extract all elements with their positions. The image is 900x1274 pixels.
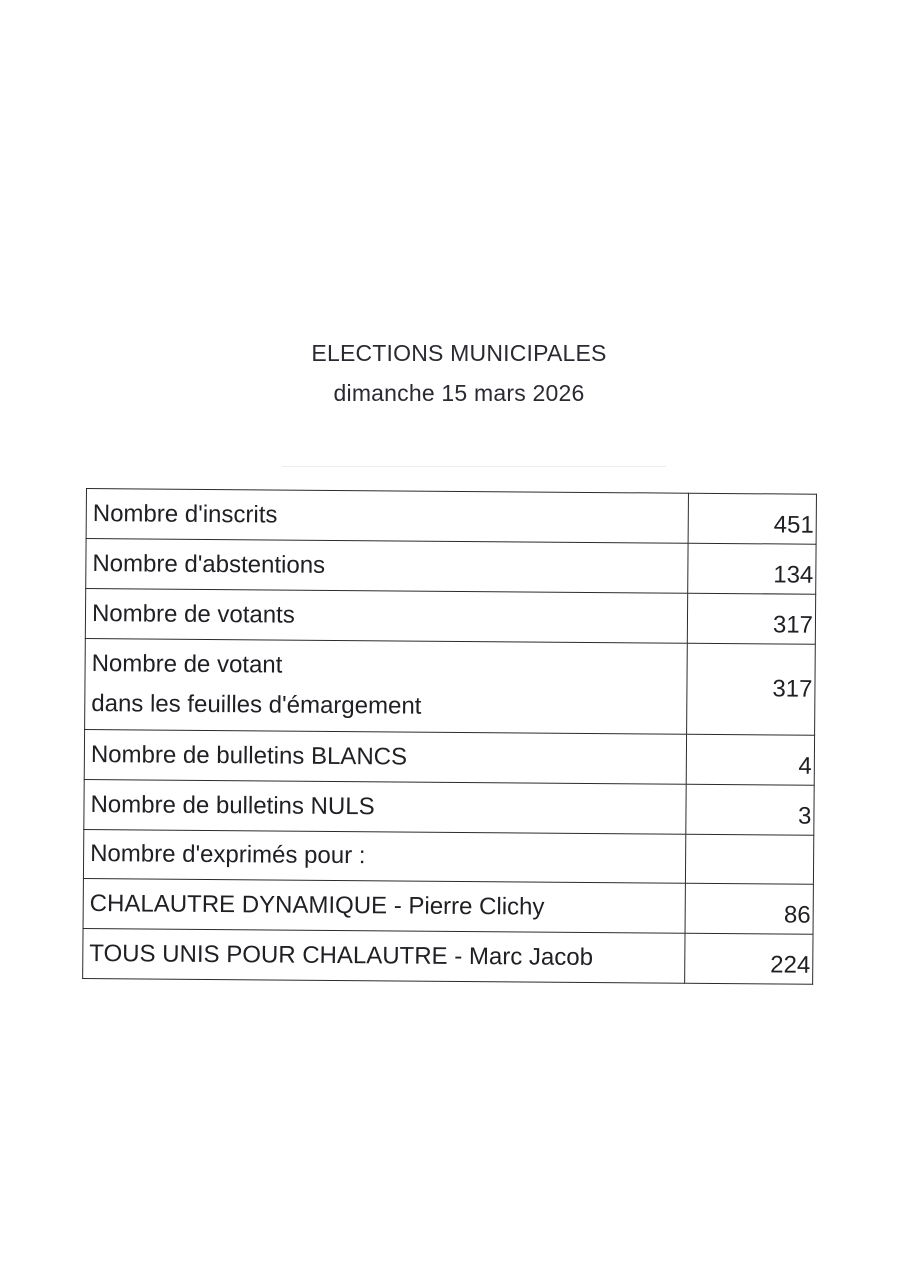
table-row-list-chalautre-dynamique xyxy=(83,878,813,934)
table-row-abstentions xyxy=(86,539,816,595)
table-row-list-tous-unis xyxy=(83,928,813,984)
row-value: 3 xyxy=(686,784,814,835)
row-label: Nombre de bulletins NULS xyxy=(84,779,686,834)
document-title: ELECTIONS MUNICIPALES xyxy=(311,340,607,366)
row-label: Nombre d'exprimés pour : xyxy=(83,829,685,883)
row-label-line2: dans les feuilles d'émargement xyxy=(91,690,422,720)
election-date: dimanche 15 mars 2026 xyxy=(333,380,585,406)
row-label-line1: Nombre de votant xyxy=(91,650,283,679)
row-label: Nombre de votants xyxy=(85,589,687,644)
row-label: Nombre d'inscrits xyxy=(86,489,688,544)
row-label: Nombre de bulletins BLANCS xyxy=(84,729,686,784)
row-value: 4 xyxy=(686,734,814,785)
faint-divider xyxy=(282,466,666,467)
row-value xyxy=(685,834,813,884)
results-table xyxy=(82,488,817,985)
row-value: 317 xyxy=(687,643,816,735)
table-row-exprimes xyxy=(83,829,813,884)
row-label xyxy=(85,638,688,734)
table-row-inscrits xyxy=(86,489,816,545)
row-label: CHALAUTRE DYNAMIQUE - Pierre Clichy xyxy=(83,878,685,933)
row-value: 86 xyxy=(685,883,813,934)
row-label: Nombre d'abstentions xyxy=(86,539,688,594)
table-row-nuls xyxy=(84,779,814,835)
row-value: 317 xyxy=(687,593,815,644)
row-value: 224 xyxy=(685,933,813,984)
row-value: 134 xyxy=(688,543,816,594)
row-value: 451 xyxy=(688,493,816,544)
table-row-blancs xyxy=(84,729,814,785)
row-label: TOUS UNIS POUR CHALAUTRE - Marc Jacob xyxy=(83,928,685,983)
table-row-votants xyxy=(85,589,815,645)
table-row-emargement xyxy=(85,638,816,735)
